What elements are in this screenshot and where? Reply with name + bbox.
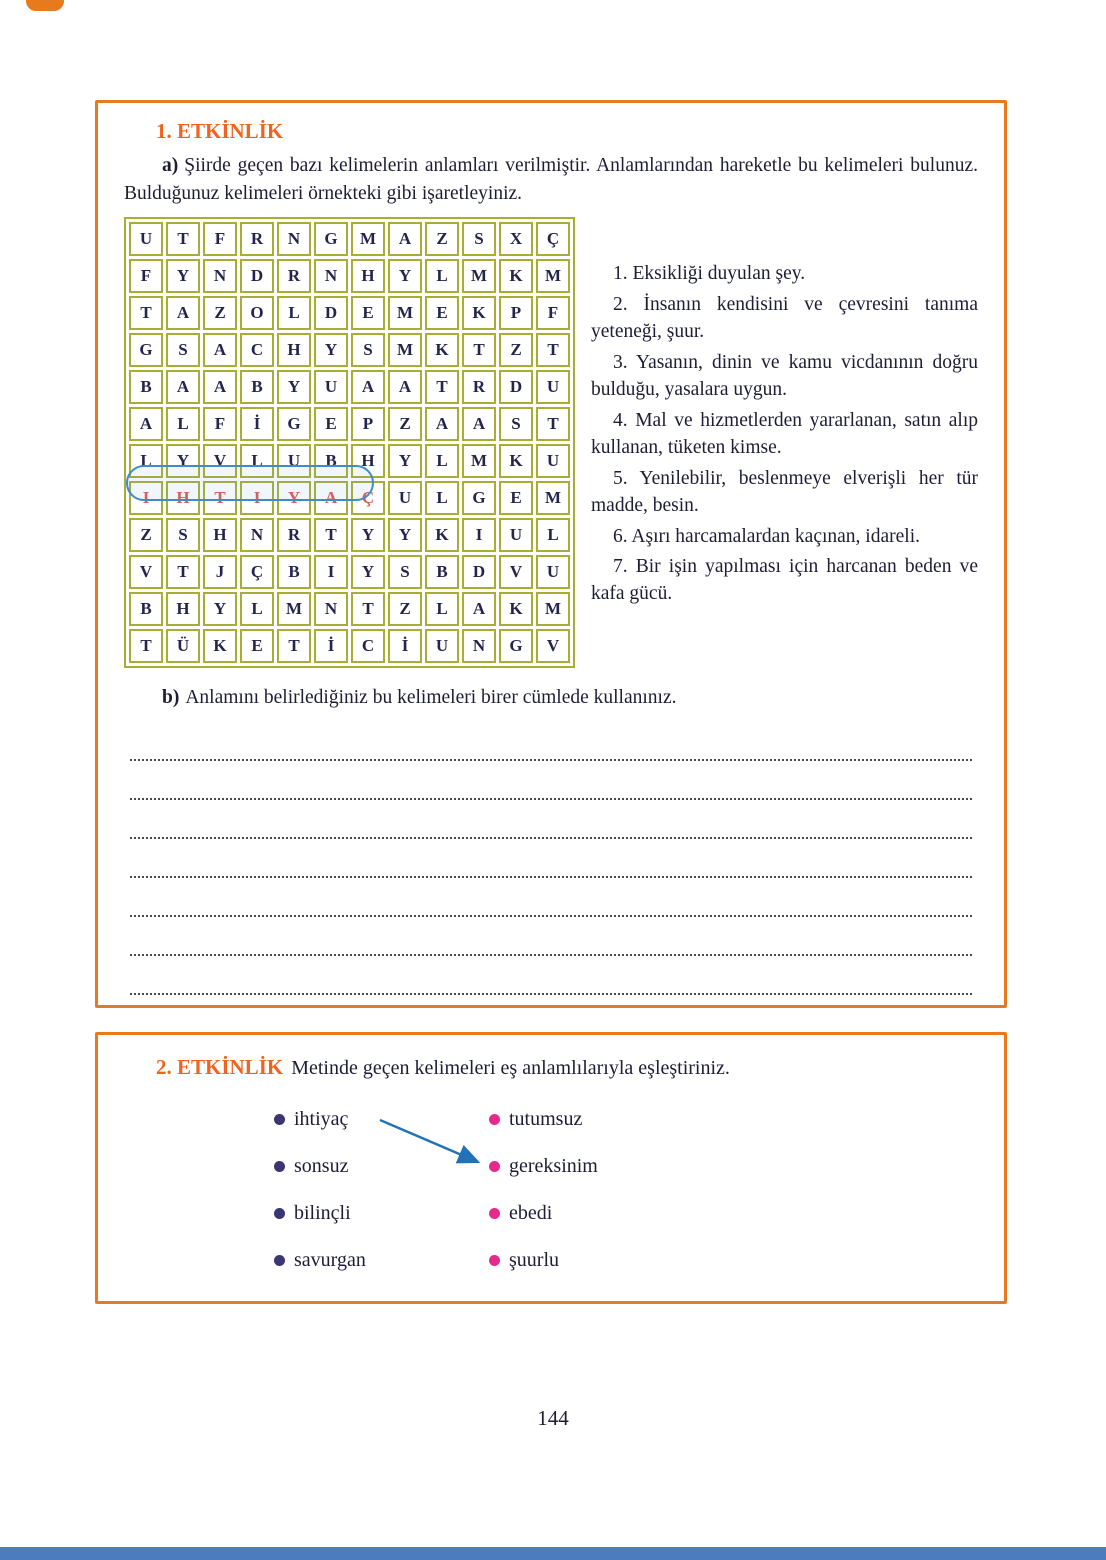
grid-cell[interactable]: H [351, 259, 385, 293]
activity2-instruction: Metinde geçen kelimeleri eş anlamlılarıyla eşleştiriniz. [291, 1057, 730, 1079]
grid-cell[interactable]: A [351, 370, 385, 404]
match-word: ebedi [509, 1201, 553, 1224]
grid-cell[interactable]: J [203, 555, 237, 589]
grid-cell[interactable]: A [166, 370, 200, 404]
grid-cell[interactable]: D [314, 296, 348, 330]
grid-cell[interactable]: H [277, 333, 311, 367]
answer-line[interactable] [130, 878, 972, 917]
grid-cell[interactable]: S [462, 222, 496, 256]
grid-cell[interactable]: T [536, 333, 570, 367]
grid-cell[interactable]: D [240, 259, 274, 293]
grid-cell[interactable]: C [351, 629, 385, 663]
grid-cell[interactable]: Y [203, 592, 237, 626]
grid-cell[interactable]: B [129, 370, 163, 404]
grid-cell[interactable]: M [536, 259, 570, 293]
grid-cell[interactable]: L [166, 407, 200, 441]
grid-cell[interactable]: F [129, 259, 163, 293]
part-b-label: b) [162, 687, 180, 709]
match-item[interactable] [489, 1104, 598, 1134]
grid-cell[interactable]: L [536, 518, 570, 552]
clue-item: 6. Aşırı harcamalardan kaçınan, idareli. [613, 525, 920, 547]
grid-and-clues [124, 217, 978, 668]
match-word: savurgan [294, 1248, 366, 1271]
match-item[interactable] [489, 1198, 598, 1228]
grid-cell[interactable]: A [314, 481, 348, 515]
grid-cell[interactable]: Ç [240, 555, 274, 589]
grid-cell[interactable]: M [536, 481, 570, 515]
grid-cell[interactable]: X [499, 222, 533, 256]
grid-cell[interactable]: R [277, 259, 311, 293]
grid-cell[interactable]: V [536, 629, 570, 663]
grid-cell[interactable]: R [240, 222, 274, 256]
grid-cell[interactable]: L [425, 259, 459, 293]
grid-cell[interactable]: L [425, 592, 459, 626]
grid-cell[interactable]: L [240, 444, 274, 478]
grid-cell[interactable]: K [425, 333, 459, 367]
clues-list [591, 217, 978, 612]
grid-cell[interactable]: T [277, 629, 311, 663]
grid-cell[interactable]: V [499, 555, 533, 589]
grid-cell[interactable]: Y [166, 259, 200, 293]
bullet-icon [489, 1255, 500, 1266]
grid-cell[interactable]: L [277, 296, 311, 330]
grid-cell[interactable]: B [425, 555, 459, 589]
match-word: gereksinim [509, 1154, 598, 1177]
grid-cell[interactable]: S [166, 333, 200, 367]
grid-cell[interactable]: A [462, 407, 496, 441]
grid-cell[interactable]: M [388, 333, 422, 367]
matching-area [274, 1104, 774, 1294]
answer-line[interactable] [130, 956, 972, 995]
grid-cell[interactable]: P [499, 296, 533, 330]
grid-cell[interactable]: M [536, 592, 570, 626]
grid-cell[interactable]: L [425, 481, 459, 515]
match-item[interactable] [274, 1245, 489, 1275]
grid-cell[interactable]: S [388, 555, 422, 589]
grid-cell[interactable]: Y [314, 333, 348, 367]
grid-cell[interactable]: U [277, 444, 311, 478]
match-item[interactable] [274, 1198, 489, 1228]
grid-cell[interactable]: I [129, 481, 163, 515]
answer-line[interactable] [130, 722, 972, 761]
grid-cell[interactable]: F [203, 407, 237, 441]
grid-cell[interactable]: C [240, 333, 274, 367]
bullet-icon [489, 1208, 500, 1219]
grid-cell[interactable]: I [314, 555, 348, 589]
grid-cell[interactable]: I [462, 518, 496, 552]
grid-cell[interactable]: Z [388, 407, 422, 441]
grid-cell[interactable]: Y [388, 518, 422, 552]
grid-cell[interactable]: Y [351, 518, 385, 552]
grid-cell[interactable]: U [314, 370, 348, 404]
bullet-icon [274, 1208, 285, 1219]
activity2-header [156, 1055, 978, 1080]
grid-cell[interactable]: H [166, 481, 200, 515]
grid-cell[interactable]: K [499, 444, 533, 478]
grid-cell[interactable]: Z [388, 592, 422, 626]
grid-cell[interactable]: V [203, 444, 237, 478]
activity2-box [95, 1032, 1007, 1304]
grid-cell[interactable]: L [425, 444, 459, 478]
grid-cell[interactable]: A [203, 333, 237, 367]
grid-cell[interactable]: U [388, 481, 422, 515]
grid-cell[interactable]: N [277, 222, 311, 256]
grid-cell[interactable]: E [425, 296, 459, 330]
grid-cell[interactable]: A [462, 592, 496, 626]
activity1-instruction-a [124, 152, 978, 207]
grid-cell[interactable]: U [499, 518, 533, 552]
grid-cell[interactable]: N [203, 259, 237, 293]
grid-cell[interactable]: K [499, 592, 533, 626]
part-a-text: Şiirde geçen bazı kelimelerin anlamları verilmiştir. Anlamlarından hareketle bu kelimeleri bulunuz. Bulduğunuz kelimeleri örnekteki gibi işaretleyiniz. [124, 155, 978, 204]
grid-cell[interactable]: A [388, 222, 422, 256]
bullet-icon [274, 1255, 285, 1266]
grid-cell[interactable]: P [351, 407, 385, 441]
grid-cell[interactable]: M [351, 222, 385, 256]
activity1-box [95, 100, 1007, 1008]
grid-cell[interactable]: M [388, 296, 422, 330]
grid-cell[interactable]: T [536, 407, 570, 441]
grid-cell[interactable]: H [351, 444, 385, 478]
grid-cell[interactable]: M [277, 592, 311, 626]
activity1-instruction-b [124, 684, 978, 712]
grid-cell[interactable]: L [129, 444, 163, 478]
grid-cell[interactable]: G [277, 407, 311, 441]
grid-cell[interactable]: U [129, 222, 163, 256]
grid-cell[interactable]: K [203, 629, 237, 663]
grid-cell[interactable]: İ [314, 629, 348, 663]
grid-cell[interactable]: Z [129, 518, 163, 552]
bottom-edge-bar [0, 1547, 1106, 1560]
match-item[interactable] [489, 1151, 598, 1181]
answer-line[interactable] [130, 839, 972, 878]
grid-cell[interactable]: F [536, 296, 570, 330]
clue-item: 1. Eksikliği duyulan şey. [613, 263, 806, 285]
bullet-icon [489, 1114, 500, 1125]
grid-cell[interactable]: Ç [351, 481, 385, 515]
grid-cell[interactable]: Z [425, 222, 459, 256]
part-b-text: Anlamını belirlediğiniz bu kelimeleri birer cümlede kullanınız. [185, 687, 677, 709]
grid-cell[interactable]: S [351, 333, 385, 367]
grid-cell[interactable]: Y [351, 555, 385, 589]
grid-cell[interactable]: M [462, 444, 496, 478]
clue-item: 4. Mal ve hizmetlerden yararlanan, satın alıp kullanan, tüketen kimse. [591, 409, 978, 458]
grid-cell[interactable]: Ü [166, 629, 200, 663]
grid-cell[interactable]: M [462, 259, 496, 293]
grid-cell[interactable]: Z [499, 333, 533, 367]
grid-cell[interactable]: A [129, 407, 163, 441]
grid-cell[interactable]: T [425, 370, 459, 404]
grid-cell[interactable]: Y [388, 444, 422, 478]
match-col-left [274, 1104, 489, 1292]
grid-cell[interactable]: B [240, 370, 274, 404]
grid-cell[interactable]: Y [277, 370, 311, 404]
grid-cell[interactable]: K [425, 518, 459, 552]
clue-item: 2. İnsanın kendisini ve çevresini tanıma yeteneği, şuur. [591, 294, 978, 343]
word-search-wrap [124, 217, 575, 668]
grid-cell[interactable]: T [129, 296, 163, 330]
grid-cell[interactable]: E [499, 481, 533, 515]
grid-cell[interactable]: Y [166, 444, 200, 478]
grid-cell[interactable]: T [462, 333, 496, 367]
part-a-label: a) [162, 155, 179, 176]
grid-cell[interactable]: E [314, 407, 348, 441]
grid-cell[interactable]: U [425, 629, 459, 663]
grid-cell[interactable]: A [203, 370, 237, 404]
grid-cell[interactable]: R [277, 518, 311, 552]
grid-cell[interactable]: T [129, 629, 163, 663]
grid-cell[interactable]: T [351, 592, 385, 626]
grid-cell[interactable]: K [499, 259, 533, 293]
grid-cell[interactable]: N [314, 592, 348, 626]
page-number: 144 [537, 1406, 569, 1430]
grid-cell[interactable]: T [314, 518, 348, 552]
grid-cell[interactable]: B [129, 592, 163, 626]
grid-cell[interactable]: N [240, 518, 274, 552]
grid-cell[interactable]: F [203, 222, 237, 256]
grid-cell[interactable]: I [240, 481, 274, 515]
answer-line[interactable] [130, 995, 972, 1034]
answer-line[interactable] [130, 917, 972, 956]
grid-cell[interactable]: T [166, 555, 200, 589]
answer-lines [130, 722, 972, 1034]
grid-cell[interactable]: S [499, 407, 533, 441]
grid-cell[interactable]: T [203, 481, 237, 515]
grid-cell[interactable]: R [462, 370, 496, 404]
grid-cell[interactable]: U [536, 444, 570, 478]
grid-cell[interactable]: A [388, 370, 422, 404]
grid-cell[interactable]: V [129, 555, 163, 589]
answer-line[interactable] [130, 800, 972, 839]
corner-decoration [26, 0, 64, 11]
grid-cell[interactable]: H [203, 518, 237, 552]
grid-cell[interactable]: G [499, 629, 533, 663]
grid-cell[interactable]: N [462, 629, 496, 663]
grid-cell[interactable]: Y [388, 259, 422, 293]
grid-cell[interactable]: E [240, 629, 274, 663]
grid-cell[interactable]: İ [240, 407, 274, 441]
grid-cell[interactable]: D [462, 555, 496, 589]
grid-cell[interactable]: B [277, 555, 311, 589]
grid-cell[interactable]: S [166, 518, 200, 552]
bullet-icon [274, 1114, 285, 1125]
grid-cell[interactable]: B [314, 444, 348, 478]
clue-item: 5. Yenilebilir, beslenmeye elverişli her tür madde, besin. [591, 467, 978, 516]
grid-cell[interactable]: L [240, 592, 274, 626]
bullet-icon [274, 1161, 285, 1172]
answer-line[interactable] [130, 761, 972, 800]
match-word: ihtiyaç [294, 1107, 349, 1130]
grid-cell[interactable]: T [166, 222, 200, 256]
word-search-grid[interactable] [124, 217, 575, 668]
grid-cell[interactable]: Z [203, 296, 237, 330]
match-item[interactable] [274, 1151, 489, 1181]
grid-cell[interactable]: N [314, 259, 348, 293]
grid-cell[interactable]: Ç [536, 222, 570, 256]
activity2-title: 2. ETKİNLİK [156, 1055, 284, 1079]
grid-cell[interactable]: İ [388, 629, 422, 663]
grid-cell[interactable]: G [129, 333, 163, 367]
grid-cell[interactable]: O [240, 296, 274, 330]
match-word: tutumsuz [509, 1107, 583, 1130]
grid-cell[interactable]: D [499, 370, 533, 404]
clue-item: 3. Yasanın, dinin ve kamu vicdanının doğru bulduğu, yasalara uygun. [591, 352, 978, 400]
grid-cell[interactable]: H [166, 592, 200, 626]
grid-cell[interactable]: G [314, 222, 348, 256]
match-item[interactable] [489, 1245, 598, 1275]
grid-cell[interactable]: A [425, 407, 459, 441]
grid-cell[interactable]: E [351, 296, 385, 330]
grid-cell[interactable]: K [462, 296, 496, 330]
match-word: sonsuz [294, 1154, 349, 1177]
grid-cell[interactable]: Y [277, 481, 311, 515]
match-word: bilinçli [294, 1201, 351, 1224]
grid-cell[interactable]: U [536, 555, 570, 589]
grid-cell[interactable]: G [462, 481, 496, 515]
match-item[interactable] [274, 1104, 489, 1134]
match-word: şuurlu [509, 1248, 559, 1271]
grid-cell[interactable]: U [536, 370, 570, 404]
grid-cell[interactable]: A [166, 296, 200, 330]
match-col-right [489, 1104, 598, 1292]
activity1-title: 1. ETKİNLİK [156, 119, 284, 143]
clue-item: 7. Bir işin yapılması için harcanan beden ve kafa gücü. [591, 556, 978, 605]
bullet-icon [489, 1161, 500, 1172]
